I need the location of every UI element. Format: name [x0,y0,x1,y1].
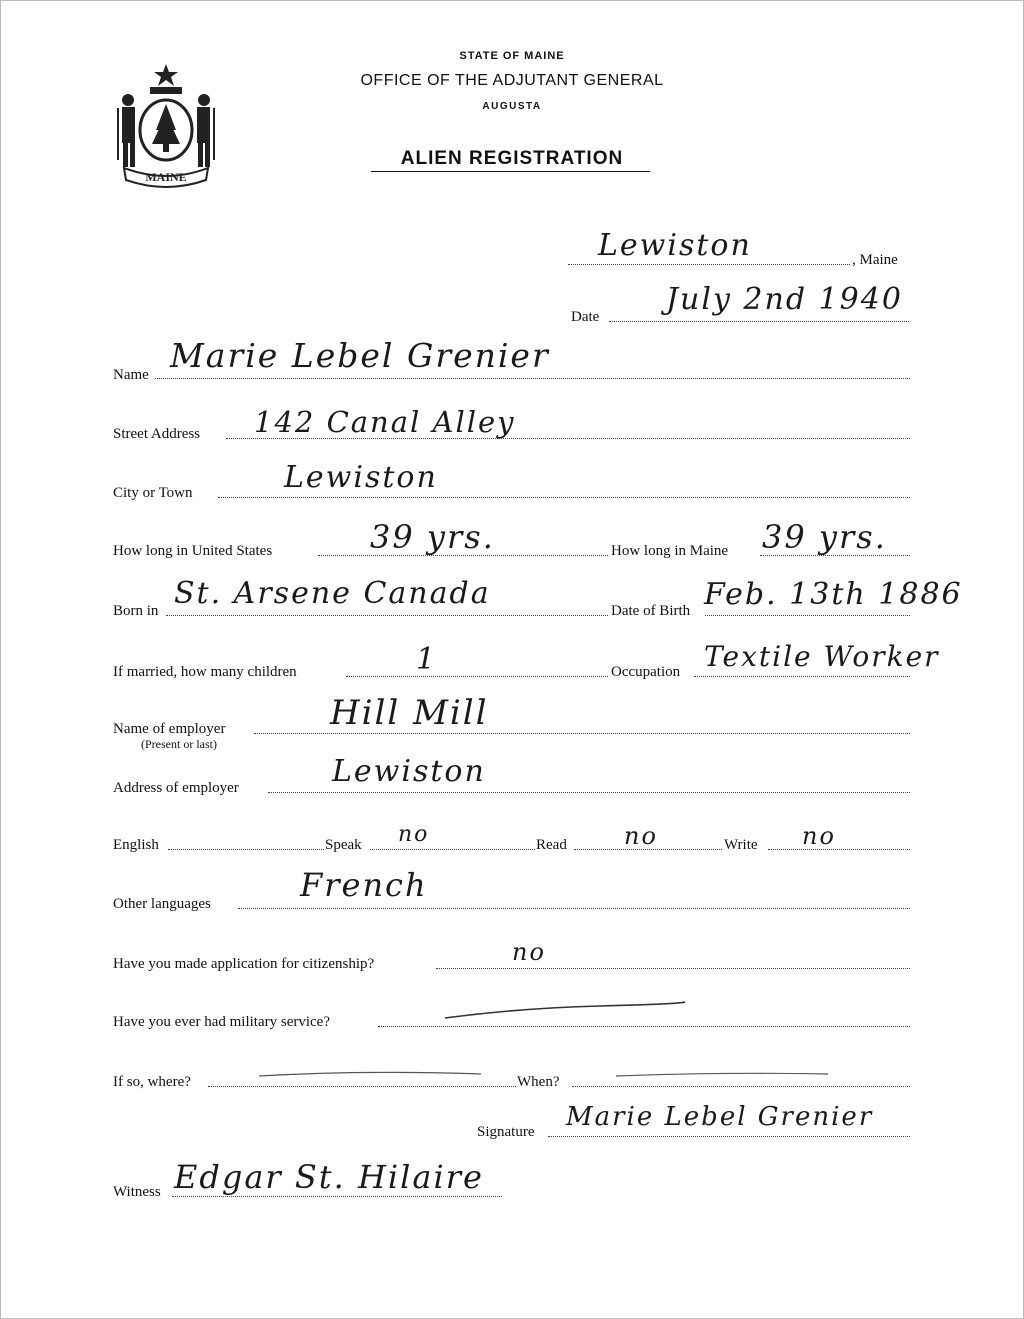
state-heading: STATE OF MAINE [459,50,565,62]
speak-field-line [370,849,535,850]
military-dash-mark [440,996,690,1026]
occupation-field-line [694,676,910,677]
birth-date-field-line [705,615,910,616]
witness-field-line [172,1196,502,1197]
when-label: When? [517,1074,560,1090]
write-field-line [768,849,910,850]
form-title: ALIEN REGISTRATION [400,148,624,169]
maine-years-label: How long in Maine [611,543,729,559]
witness-label: Witness [113,1184,161,1200]
birth-date-label: Date of Birth [611,603,691,619]
name-value: Marie Lebel Grenier [170,336,550,375]
place-value: Lewiston [598,228,752,263]
occupation-label: Occupation [611,664,681,680]
speak-label: Speak [325,837,362,853]
employer-address-value: Lewiston [332,754,486,789]
maine-label: , Maine [852,252,898,268]
employer-value: Hill Mill [330,693,489,733]
city-field-line [218,497,910,498]
write-label: Write [724,837,758,853]
employer-sublabel: (Present or last) [141,737,217,751]
signature-value: Marie Lebel Grenier [566,1102,874,1132]
employer-address-label: Address of employer [113,780,239,796]
write-value: no [802,822,836,850]
occupation-value: Textile Worker [704,640,940,673]
us-years-value: 39 yrs. [370,518,495,556]
city-heading: AUGUSTA [482,101,542,112]
other-languages-value: French [300,866,428,904]
place-field-line [568,264,850,265]
read-label: Read [536,837,567,853]
citizenship-field-line [436,968,910,969]
employer-label: Name of employer [113,721,226,737]
children-value: 1 [416,642,438,677]
date-value: July 2nd 1940 [666,282,903,317]
when-field-line [572,1086,910,1087]
street-address-label: Street Address [113,426,201,442]
when-dash-mark [612,1066,832,1086]
employer-address-field-line [268,792,910,793]
military-field-line [378,1026,910,1027]
birth-date-value: Feb. 13th 1886 [704,577,963,612]
children-label: If married, how many children [113,664,297,680]
date-field-line [609,321,909,322]
signature-label: Signature [477,1124,535,1140]
born-in-value: St. Arsene Canada [174,576,491,611]
other-languages-field-line [238,908,910,909]
street-address-value: 142 Canal Alley [254,405,516,439]
title-underline [371,171,650,172]
name-label: Name [113,367,149,383]
children-field-line [346,676,608,677]
witness-value: Edgar St. Hilaire [174,1158,484,1196]
where-label: If so, where? [113,1074,191,1090]
employer-field-line [254,733,910,734]
where-dash-mark [255,1066,485,1086]
military-label: Have you ever had military service? [113,1014,330,1030]
english-label: English [113,837,159,853]
born-in-field-line [166,615,608,616]
seal-banner-text: MAINE [145,170,187,184]
office-heading: OFFICE OF THE ADJUTANT GENERAL [360,72,664,89]
signature-field-line [548,1136,910,1137]
other-languages-label: Other languages [113,896,211,912]
city-label: City or Town [113,485,193,501]
english-field-line [168,849,324,850]
born-in-label: Born in [113,603,159,619]
us-years-label: How long in United States [113,543,273,559]
where-field-line [208,1086,516,1087]
speak-value: no [398,822,430,847]
maine-years-value: 39 yrs. [762,518,887,556]
name-field-line [155,378,910,379]
city-value: Lewiston [284,460,438,495]
date-label: Date [571,309,600,325]
read-value: no [624,822,658,850]
citizenship-value: no [512,938,546,966]
citizenship-label: Have you made application for citizenship? [113,956,375,972]
